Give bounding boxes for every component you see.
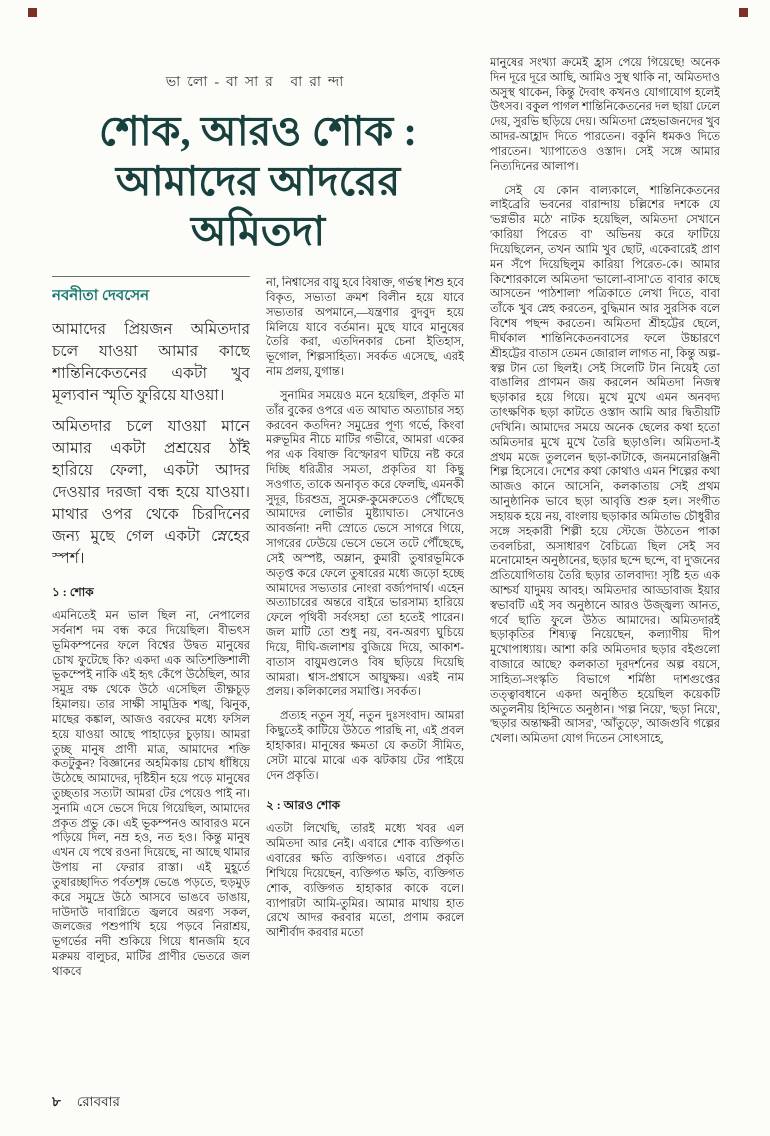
- section-heading-1: ১ : শোক: [52, 585, 94, 600]
- inner-columns: [52, 276, 464, 1078]
- body-paragraph: প্রত্যহ নতুন সূর্য, নতুন দুঃসংবাদ। আমরা কিছুতেই কাটিয়ে উঠতে পারছি না, এই প্রবল হাহাকার। মানুষের ক্ষমতা যে কতটা সীমিত, সেটা মাঝে মাঝে এক ঝটকায় টের পাইয়ে দেন প্রকৃতি।: [266, 710, 464, 782]
- page-number: ৮: [52, 1094, 61, 1109]
- intro-paragraph-1: আমাদের প্রিয়জন অমিতদার চলে যাওয়া আমার কাছে শান্তিনিকেতনের একটা খুব মূল্যবান স্মৃতি ফুরিয়ে যাওয়া।: [52, 321, 250, 405]
- column-1: [52, 276, 250, 1078]
- column-kicker: ভালো-বাসার বারান্দা: [165, 75, 351, 90]
- author-name: নবনীতা দেবসেন: [52, 276, 250, 309]
- title-line-3: অমিতদা: [190, 208, 326, 255]
- body-paragraph: সেই যে কোন বাল্যকালে, শান্তিনিকেতনের লাইব্রেরি ভবনের বারান্দায় চল্লিশের দশকে যে 'ভগ্নভীর মঠে' নাটক হয়েছিল, অমিতদা সেখানে 'কারিয়া পিরেত বা' অভিনয় করে ফাটিয়ে দিয়েছিলেন, তখন আমি খুব ছোট, একেবারেই প্রাণ মন সঁপে দিয়েছিলুম কারিয়া পিরেত-কে। আমার কিশোরকালে অমিতদা 'ভালো-বাসা'তে বাবার কাছে আসতেন 'পাঠশালা' পত্রিকাতে লেখা দিতে, বাবা তাঁকে খুব স্নেহ করতেন, বুদ্ধিমান আর সুরসিক বলে বিশেষ পছন্দ করতেন। অমিতদা শ্রীহট্টের ছেলে, দীর্ঘকাল শান্তিনিকেতনবাসের ফলে উচ্চারণে শ্রীহট্টের বাতাস তেমন জোরাল লাগত না, কিন্তু অল্প-স্বল্প টান তো ছিলই। সেই সিলেটি টান নিয়েই তো বাঙালির প্রাণমন জয় করলেন অমিতদা নিজস্ব ছড়াকার হয়ে গিয়ে। মুখে মুখে এমন অনবদ্য তাৎক্ষণিক ছড়া কাটতে ওস্তাদ আমি আর দ্বিতীয়টি দেখিনি। আমাদের সময়ে অনেক ছেলের কথা হতো অমিতদার মুখে মুখে তৈরি ছড়াওলি। অমিতদা-ই প্রথম মজে তুললেন ছড়া-কাটাকে, জনমনোরঞ্জিনী শিল্প হিসেবে। দেশের কথা কোথাও এমন শিল্পের কথা আজও কানে আসেনি, কলকাতায় সেই প্রথম আনুষ্ঠানিক ভাবে ছড়া আবৃত্তি শুরু হল। সংগীত সহায়ক হয়ে নয়, বাংলায় ছড়াকার অমিতাভ চৌধুরীর সঙ্গে সহকারী শিল্পী হয়ে স্টেজে উঠতেন পাকা তবলচিরা, অসাধারণ বৈচিত্র্যে ছিল সেই সব মনোমোহন অনুষ্ঠানের, ছড়ার ছন্দে ছন্দে, বা দু'জনের প্রতিযোগিতায় তৈরি ছড়ার তালবাদ্য! সৃষ্টি হত এক আশ্চর্য যাদুময় আবহ। অমিতদার আড্ডাবাজ ইয়ার স্বভাবটি এই সব অনুষ্ঠানে আরও উজ্জ্বল্য আনত, গর্বে ছাতি ফুলে উঠত আমাদের। অমিতদারই ছড়াকৃতির শিষ্যত্ব নিয়েছেন, কল্যাণীয় দীপ মুখোপাধ্যায়। আশা করি অমিতদার ছড়ার বইগুলো বাজারে আছে? কলকাতা দূরদর্শনের অল্প বয়সে, সাহিত্য-সংস্কৃতি বিভাগে শর্মিষ্ঠা দাশগুপ্তের তত্ত্বাবধানে একদা অনুষ্ঠিত হয়েছিল কয়েকটি অতুলনীয় হিন্দিতে অনুষ্ঠান। 'গল্প নিয়ে', 'ছড়া নিয়ে', 'ছড়ার অন্তাক্ষরী আসর', 'আঁতুড়ে', আজগুবি গল্পের খেলা। অমিতদা যোগ দিতেন সোৎসাহে,: [490, 184, 720, 746]
- magazine-name: রোববার: [76, 1094, 120, 1109]
- article-intro: [52, 319, 250, 570]
- body-paragraph: এমনিতেই মন ভাল ছিল না, নেপালের সর্বনাশ দম বন্ধ করে দিয়েছিল। বীভৎস ভূমিকম্পনের ফলে বিশ্বের উদ্বত মানুষের চোখ ফুটেছে কি? একদা এক অতিশক্তিশালী ভূকম্পেই নাকি এই হৃৎ কেঁপে উঠেছিল, আর সমুদ্র বক্ষ থেকে উঠে এসেছিল তীক্ষ্ণচূড় হিমালয়। তার সাক্ষী সামুদ্রিক শঙ্খ, ঝিনুক, মাছের কঙ্কাল, আজও বরফের মধ্যে ফসিল হয়ে যাওয়া আছে পাহাড়ের চুড়ায়। আমরা তুচ্ছ মানুষ প্রাণী মাত্র, আমাদের শক্তি কতটুকুন? বিজ্ঞানের অহমিকায় চোখ ধাঁধিয়ে উঠেছে আমাদের, দৃষ্টিহীন হয়ে পড়ে মানুষের তুচ্ছতার সত্যটা আমরা টের পেয়েও পাই না। সুনামি এসে ভেসে দিয়ে গিয়েছিল, আমাদের প্রকৃত প্রভু কে। এই ভূকম্পনও আবারও মনে পড়িয়ে দিল, নম্র হও, নত হও। কিন্তু মানুষ এখন যে পথে রওনা দিয়েছে, না আছে থামার উপায় না ফেরার রাস্তা। এই মুহূর্তে তুষারচ্ছাদিত পর্বতশৃঙ্গ ভেঙে পড়তে, হুড়মুড় করে সমুদ্রে উঠে আসবে ভাঙবে ডাঙায়, দাউদাউ দাবাগ্নিতে জ্বলবে অরণ্য সকল, জলজের পশুপাখি হয়ে পড়বে নিরাশ্রয়, ভূগর্ভের নদী শুকিয়ে গিয়ে ধানজমি হবে মরুময় বালুচর, মাটির প্রাণীর ভেতরে জল থাকবে: [52, 610, 250, 978]
- body-paragraph: সুনামির সময়েও মনে হয়েছিল, প্রকৃতি মা তাঁর বুকের ওপরে এত আঘাত অত্যাচার সহ্য করবেন কতদিন? সমুদ্রের পূণ্য গর্ভে, কিংবা মরুভূমির নীচে মাটির গভীরে, আমরা একের পর এক বিষাক্ত বিস্ফোরণ ঘটিয়ে নষ্ট করে দিচ্ছি ধরিত্রীর সমতা, প্রকৃতির যা কিছু সওগাত, তাকে অনাবৃত করে ফেলছি, এমনকী সুদূর, চিরশুভ্র, সুমেরু-কুমেরুতেও পৌঁছেছে আমাদের লোভীর মুষ্ট্যাঘাত। সেখানেও আবর্জনা! নদী স্রোতে ভেসে সাগরে গিয়ে, সাগরের ঢেউয়ে ভেসে ভেসে তটে পৌঁছেছে, সেই অস্পষ্ট, অম্লান, কুমারী তুষারভূমিকে অতৃপ্ত করে ফেলে তুষারের মধ্যে জড়ো হচ্ছে আমাদের সভ্যতার নোংরা বর্জ্যপদার্থ। এহেন অত্যাচারের অন্তরে বাইরে ভারসাম্য হারিয়ে ফেলে পৃথিবী সর্বংসহা তো হতেই পারেন। জল মাটি তো শুধু নয়, বন-অরণ্য ঘুচিয়ে দিয়ে, দীঘি-জলাশয় বুজিয়ে দিয়ে, আকাশ-বাতাস বায়ুমণ্ডলেও বিষ ছড়িয়ে দিয়েছি আমরা। শ্বাস-প্রশ্বাসে আয়ুক্ষয়। এরই নাম প্রলয়। কলিকালের সমাপ্তি। সবর্কত।: [266, 389, 464, 699]
- crop-mark-top-right: [739, 8, 748, 17]
- page-content: [52, 56, 720, 1078]
- title-line-1: শোক, আরও শোক :: [98, 108, 418, 154]
- crop-mark-top-left: [28, 8, 37, 17]
- column-3: [490, 56, 720, 1078]
- section-heading-2: ২ : আরও শোক: [266, 798, 341, 813]
- title-line-2: আমাদের আদরের: [115, 158, 401, 205]
- intro-paragraph-2: অমিতদার চলে যাওয়া মানে আমার একটা প্রশ্রয়ের ঠাঁই হারিয়ে ফেলা, একটা আদর দেওয়ার দরজা বন্ধ হয়ে যাওয়া। মাথার ওপর থেকে চিরদিনের জন্য মুছে গেল একটা স্নেহের স্পর্শ।: [52, 418, 250, 568]
- article-title: [52, 106, 464, 256]
- body-paragraph: না, নিশ্বাসের বায়ু হবে বিষাক্ত, গর্ভস্থ শিশু হবে বিকৃত, সভ্যতা ক্রমশ বিলীন হয়ে যাবে সভ্যতার অপমানে,—যন্ত্রণার বুদবুদ হয়ে মিলিয়ে যাবে বর্তমান। মুছে যাবে মানুষের তৈরি করা, এতদিনকার চেনা ইতিহাস, ভূগোল, শিল্পসাহিত্য। সবর্কত এসেছে, এরই নাম প্রলয়, যুগান্ত।: [266, 277, 464, 379]
- left-section: [52, 56, 464, 1078]
- body-paragraph: মানুষের সংখ্যা ক্রমেই হ্রাস পেয়ে গিয়েছে! অনেক দিন দূরে দূরে আছি, আমিও সুস্থ থাকি না, অমিতদাও অসুস্থ থাকেন, কিন্তু দৈবাৎ কখনও যোগাযোগ হলেই উৎসব। বকুল পাগল শান্তিনিকেতনের দল ছায়া ঢেলে দেয়, সুরভি ছড়িয়ে দেয়। অমিতদা স্নেহভাজনদের খুব আদর-আহ্লাদ দিতে পারতেন। বকুনি ধমকও দিতে পারতেন। খ্যাপাতেও ওস্তাদ। সেই সঙ্গে আমার নিত্যদিনের আলাপ।: [490, 57, 720, 173]
- body-paragraph: এতটা লিখেছি, তারই মধ্যে খবর এল অমিতদা আর নেই। এবারে শোক ব্যক্তিগত। এবারের ক্ষতি ব্যক্তিগত। এবারে প্রকৃতি শিখিয়ে দিয়েছেন, ব্যক্তিগত ক্ষতি, ব্যক্তিগত শোক, ব্যক্তিগত হাহাকার কাকে বলে। ব্যাপারটা আমি-তুমির। আমার মাথায় হাত রেখে আদর করবার মতো, প্রণাম করলে আশীর্বাদ করবার মতো: [266, 823, 464, 940]
- page-footer: [52, 1091, 120, 1114]
- column-2: [266, 276, 464, 1078]
